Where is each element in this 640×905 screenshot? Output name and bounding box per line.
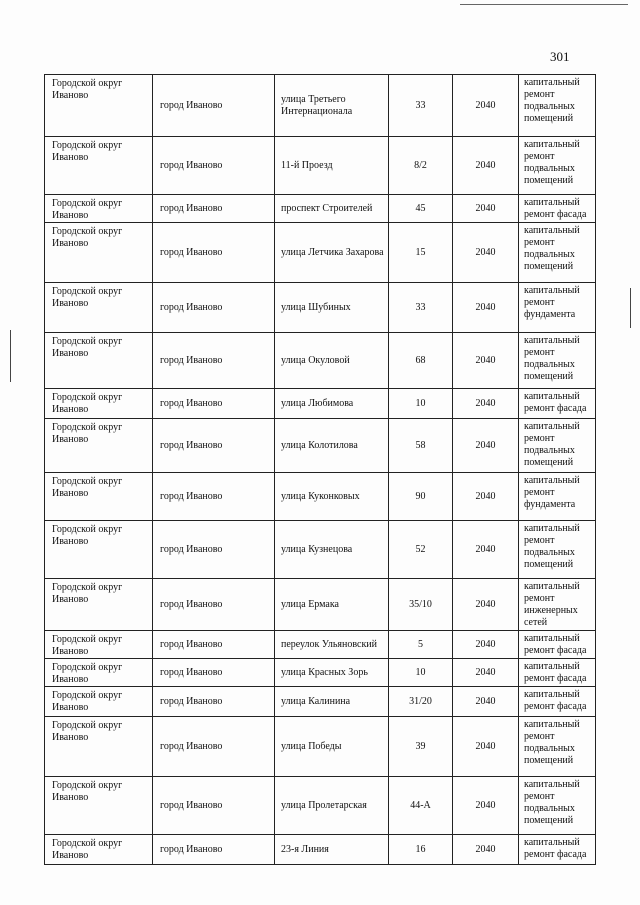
left-margin-mark xyxy=(10,330,11,382)
table-row xyxy=(45,223,596,283)
district-cell: Городской округ Иваново xyxy=(45,389,153,419)
district-cell: Городской округ Иваново xyxy=(45,333,153,389)
district-cell: Городской округ Иваново xyxy=(45,195,153,223)
year-cell: 2040 xyxy=(453,717,519,777)
year-cell: 2040 xyxy=(453,389,519,419)
district-cell: Городской округ Иваново xyxy=(45,579,153,631)
district-cell: Городской округ Иваново xyxy=(45,473,153,521)
street-cell: улица Летчика Захарова xyxy=(275,223,389,283)
city-cell: город Иваново xyxy=(153,137,275,195)
table-row xyxy=(45,75,596,137)
street-cell: улица Красных Зорь xyxy=(275,659,389,687)
year-cell: 2040 xyxy=(453,333,519,389)
year-cell: 2040 xyxy=(453,579,519,631)
house-number-cell: 39 xyxy=(389,717,453,777)
table-row xyxy=(45,777,596,835)
table-row xyxy=(45,687,596,717)
city-cell: город Иваново xyxy=(153,835,275,865)
house-number-cell: 44-А xyxy=(389,777,453,835)
table-body xyxy=(45,75,596,865)
city-cell: город Иваново xyxy=(153,579,275,631)
house-number-cell: 15 xyxy=(389,223,453,283)
work-type-cell: капитальный ремонт подвальных помещений xyxy=(519,419,596,473)
year-cell: 2040 xyxy=(453,631,519,659)
repair-schedule-table xyxy=(44,74,596,865)
work-type-cell: капитальный ремонт фундамента xyxy=(519,283,596,333)
house-number-cell: 33 xyxy=(389,75,453,137)
house-number-cell: 10 xyxy=(389,659,453,687)
year-cell: 2040 xyxy=(453,137,519,195)
table-row xyxy=(45,419,596,473)
street-cell: 11-й Проезд xyxy=(275,137,389,195)
year-cell: 2040 xyxy=(453,659,519,687)
page-number: 301 xyxy=(550,49,570,64)
street-cell: проспект Строителей xyxy=(275,195,389,223)
district-cell: Городской округ Иваново xyxy=(45,75,153,137)
city-cell: город Иваново xyxy=(153,333,275,389)
city-cell: город Иваново xyxy=(153,717,275,777)
work-type-cell: капитальный ремонт подвальных помещений xyxy=(519,75,596,137)
work-type-cell: капитальный ремонт фасада xyxy=(519,195,596,223)
work-type-cell: капитальный ремонт фасада xyxy=(519,631,596,659)
street-cell: улица Ермака xyxy=(275,579,389,631)
district-cell: Городской округ Иваново xyxy=(45,419,153,473)
district-cell: Городской округ Иваново xyxy=(45,687,153,717)
city-cell: город Иваново xyxy=(153,419,275,473)
street-cell: улица Колотилова xyxy=(275,419,389,473)
district-cell: Городской округ Иваново xyxy=(45,283,153,333)
year-cell: 2040 xyxy=(453,419,519,473)
district-cell: Городской округ Иваново xyxy=(45,137,153,195)
work-type-cell: капитальный ремонт подвальных помещений xyxy=(519,223,596,283)
table-row xyxy=(45,659,596,687)
house-number-cell: 45 xyxy=(389,195,453,223)
house-number-cell: 31/20 xyxy=(389,687,453,717)
work-type-cell: капитальный ремонт подвальных помещений xyxy=(519,717,596,777)
street-cell: улица Пролетарская xyxy=(275,777,389,835)
street-cell: улица Кузнецова xyxy=(275,521,389,579)
year-cell: 2040 xyxy=(453,835,519,865)
house-number-cell: 90 xyxy=(389,473,453,521)
year-cell: 2040 xyxy=(453,223,519,283)
year-cell: 2040 xyxy=(453,521,519,579)
table-row xyxy=(45,283,596,333)
street-cell: улица Куконковых xyxy=(275,473,389,521)
work-type-cell: капитальный ремонт фундамента xyxy=(519,473,596,521)
city-cell: город Иваново xyxy=(153,223,275,283)
house-number-cell: 5 xyxy=(389,631,453,659)
year-cell: 2040 xyxy=(453,473,519,521)
right-margin-mark xyxy=(630,288,631,328)
table-row xyxy=(45,717,596,777)
street-cell: улица Шубиных xyxy=(275,283,389,333)
year-cell: 2040 xyxy=(453,283,519,333)
district-cell: Городской округ Иваново xyxy=(45,777,153,835)
street-cell: улица Калинина xyxy=(275,687,389,717)
district-cell: Городской округ Иваново xyxy=(45,717,153,777)
table-row xyxy=(45,631,596,659)
district-cell: Городской округ Иваново xyxy=(45,631,153,659)
house-number-cell: 33 xyxy=(389,283,453,333)
street-cell: улица Победы xyxy=(275,717,389,777)
house-number-cell: 52 xyxy=(389,521,453,579)
work-type-cell: капитальный ремонт подвальных помещений xyxy=(519,137,596,195)
street-cell: улица Любимова xyxy=(275,389,389,419)
house-number-cell: 10 xyxy=(389,389,453,419)
street-cell: переулок Ульяновский xyxy=(275,631,389,659)
table-row xyxy=(45,521,596,579)
work-type-cell: капитальный ремонт подвальных помещений xyxy=(519,333,596,389)
year-cell: 2040 xyxy=(453,777,519,835)
city-cell: город Иваново xyxy=(153,687,275,717)
work-type-cell: капитальный ремонт фасада xyxy=(519,659,596,687)
city-cell: город Иваново xyxy=(153,659,275,687)
house-number-cell: 16 xyxy=(389,835,453,865)
district-cell: Городской округ Иваново xyxy=(45,223,153,283)
house-number-cell: 58 xyxy=(389,419,453,473)
year-cell: 2040 xyxy=(453,687,519,717)
city-cell: город Иваново xyxy=(153,195,275,223)
table-row xyxy=(45,137,596,195)
city-cell: город Иваново xyxy=(153,631,275,659)
house-number-cell: 8/2 xyxy=(389,137,453,195)
work-type-cell: капитальный ремонт фасада xyxy=(519,687,596,717)
work-type-cell: капитальный ремонт фасада xyxy=(519,389,596,419)
district-cell: Городской округ Иваново xyxy=(45,835,153,865)
house-number-cell: 35/10 xyxy=(389,579,453,631)
year-cell: 2040 xyxy=(453,195,519,223)
table-row xyxy=(45,835,596,865)
work-type-cell: капитальный ремонт инженерных сетей xyxy=(519,579,596,631)
work-type-cell: капитальный ремонт подвальных помещений xyxy=(519,521,596,579)
city-cell: город Иваново xyxy=(153,521,275,579)
city-cell: город Иваново xyxy=(153,75,275,137)
table-row xyxy=(45,195,596,223)
city-cell: город Иваново xyxy=(153,389,275,419)
district-cell: Городской округ Иваново xyxy=(45,521,153,579)
street-cell: улица Окуловой xyxy=(275,333,389,389)
street-cell: улица Третьего Интернационала xyxy=(275,75,389,137)
table-row xyxy=(45,333,596,389)
city-cell: город Иваново xyxy=(153,283,275,333)
city-cell: город Иваново xyxy=(153,777,275,835)
top-rule xyxy=(460,4,628,5)
city-cell: город Иваново xyxy=(153,473,275,521)
district-cell: Городской округ Иваново xyxy=(45,659,153,687)
year-cell: 2040 xyxy=(453,75,519,137)
work-type-cell: капитальный ремонт подвальных помещений xyxy=(519,777,596,835)
table-row xyxy=(45,473,596,521)
work-type-cell: капитальный ремонт фасада xyxy=(519,835,596,865)
house-number-cell: 68 xyxy=(389,333,453,389)
table-row xyxy=(45,389,596,419)
table-row xyxy=(45,579,596,631)
street-cell: 23-я Линия xyxy=(275,835,389,865)
